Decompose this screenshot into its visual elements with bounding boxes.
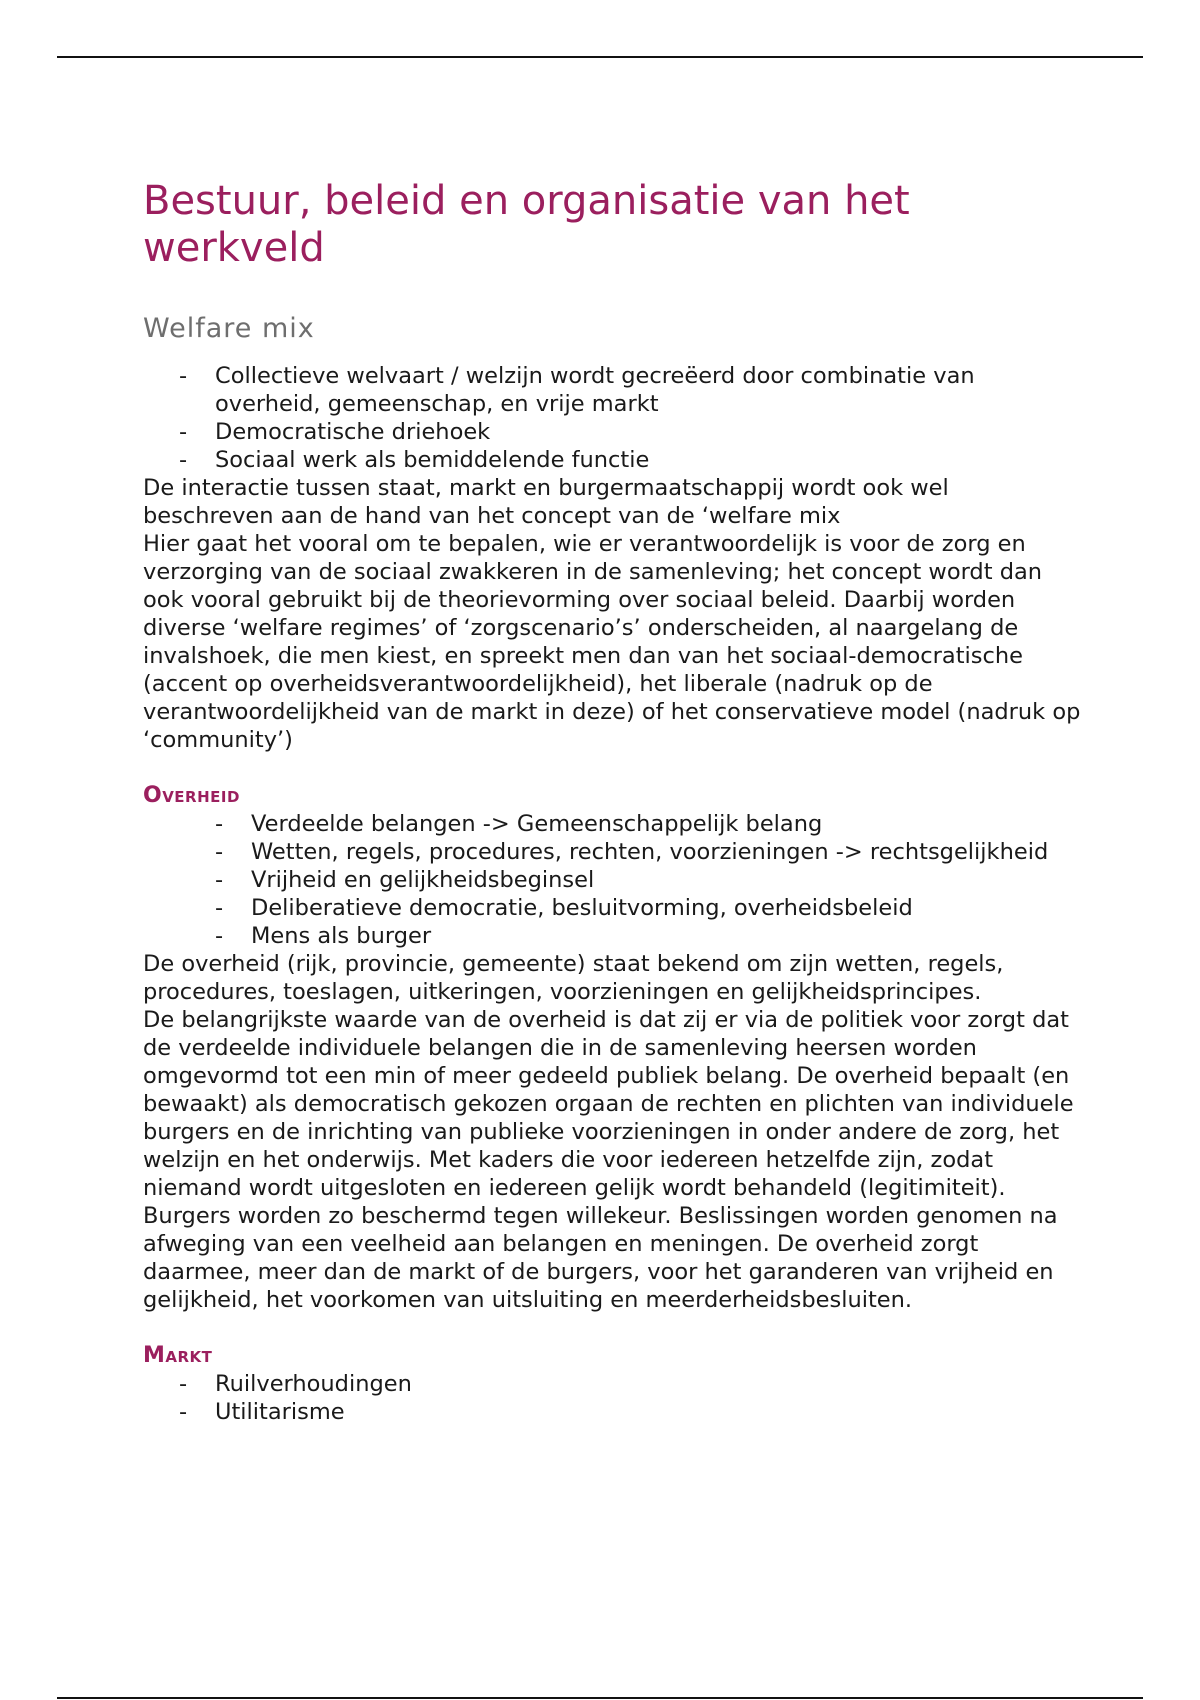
list-item: - Democratische driehoek: [143, 418, 1083, 446]
document-body: [143, 178, 1083, 1426]
list-item: - Sociaal werk als bemiddelende functie: [143, 446, 1083, 474]
subheading-markt: Markt: [143, 1343, 213, 1368]
list-item: - Ruilverhoudingen: [143, 1370, 1083, 1398]
page-title: Bestuur, beleid en organisatie van het werkveld: [143, 178, 910, 271]
overheid-list: [143, 810, 1083, 950]
list-item: - Utilitarisme: [143, 1398, 1083, 1426]
list-item: - Mens als burger: [143, 922, 1083, 950]
top-rule: [57, 56, 1143, 58]
paragraph: De overheid (rijk, provincie, gemeente) staat bekend om zijn wetten, regels, procedures, toeslagen, uitkeringen, voorzieningen en gelijkheidsprincipes.: [143, 951, 1004, 1005]
paragraph: De interactie tussen staat, markt en burgermaatschappij wordt ook wel beschreven aan de hand van het concept van de ‘welfare mix: [143, 475, 949, 529]
paragraph: De belangrijkste waarde van de overheid is dat zij er via de politiek voor zorgt dat de verdeelde individuele belangen die in de samenleving heersen worden omgevormd tot een min of meer gedeeld publiek belang. De overheid bepaalt (en bewaakt) als democratisch gekozen orgaan de rechten en plichten van individuele burgers en de inrichting van publieke voorzieningen in onder andere de zorg, het welzijn en het onderwijs. Met kaders die voor iedereen hetzelfde zijn, zodat niemand wordt uitgesloten en iedereen gelijk wordt behandeld (legitimiteit). Burgers worden zo beschermd tegen willekeur. Beslissingen worden genomen na afweging van een veelheid aan belangen en meningen. De overheid zorgt daarmee, meer dan de markt of de burgers, voor het garanderen van vrijheid en gelijkheid, het voorkomen van uitsluiting en meerderheidsbesluiten.: [143, 1007, 1074, 1313]
welfare-mix-list: [143, 362, 1083, 474]
paragraph: Hier gaat het vooral om te bepalen, wie er verantwoordelijk is voor de zorg en verzorging van de sociaal zwakkeren in de samenleving; het concept wordt dan ook vooral gebruikt bij de theorievorming over sociaal beleid. Daarbij worden diverse ‘welfare regimes’ of ‘zorgscenario’s’ onderscheiden, al naargelang de invalshoek, die men kiest, en spreekt men dan van het sociaal-democratische (accent op overheidsverantwoordelijkheid), het liberale (nadruk op de verantwoordelijkheid van de markt in deze) of het conservatieve model (nadruk op ‘community’): [143, 531, 1081, 753]
list-item: - Deliberatieve democratie, besluitvorming, overheidsbeleid: [143, 894, 1083, 922]
section-heading-welfare-mix: Welfare mix: [143, 313, 315, 344]
list-item: - Wetten, regels, procedures, rechten, voorzieningen -> rechtsgelijkheid: [143, 838, 1083, 866]
list-item: - Vrijheid en gelijkheidsbeginsel: [143, 866, 1083, 894]
markt-list: [143, 1370, 1083, 1426]
list-item: - Verdeelde belangen -> Gemeenschappelijk belang: [143, 810, 1083, 838]
list-item: - Collectieve welvaart / welzijn wordt gecreëerd door combinatie van overheid, gemeenschap, en vrije markt: [143, 362, 1083, 418]
bottom-rule: [57, 1697, 1143, 1699]
subheading-overheid: Overheid: [143, 783, 240, 808]
